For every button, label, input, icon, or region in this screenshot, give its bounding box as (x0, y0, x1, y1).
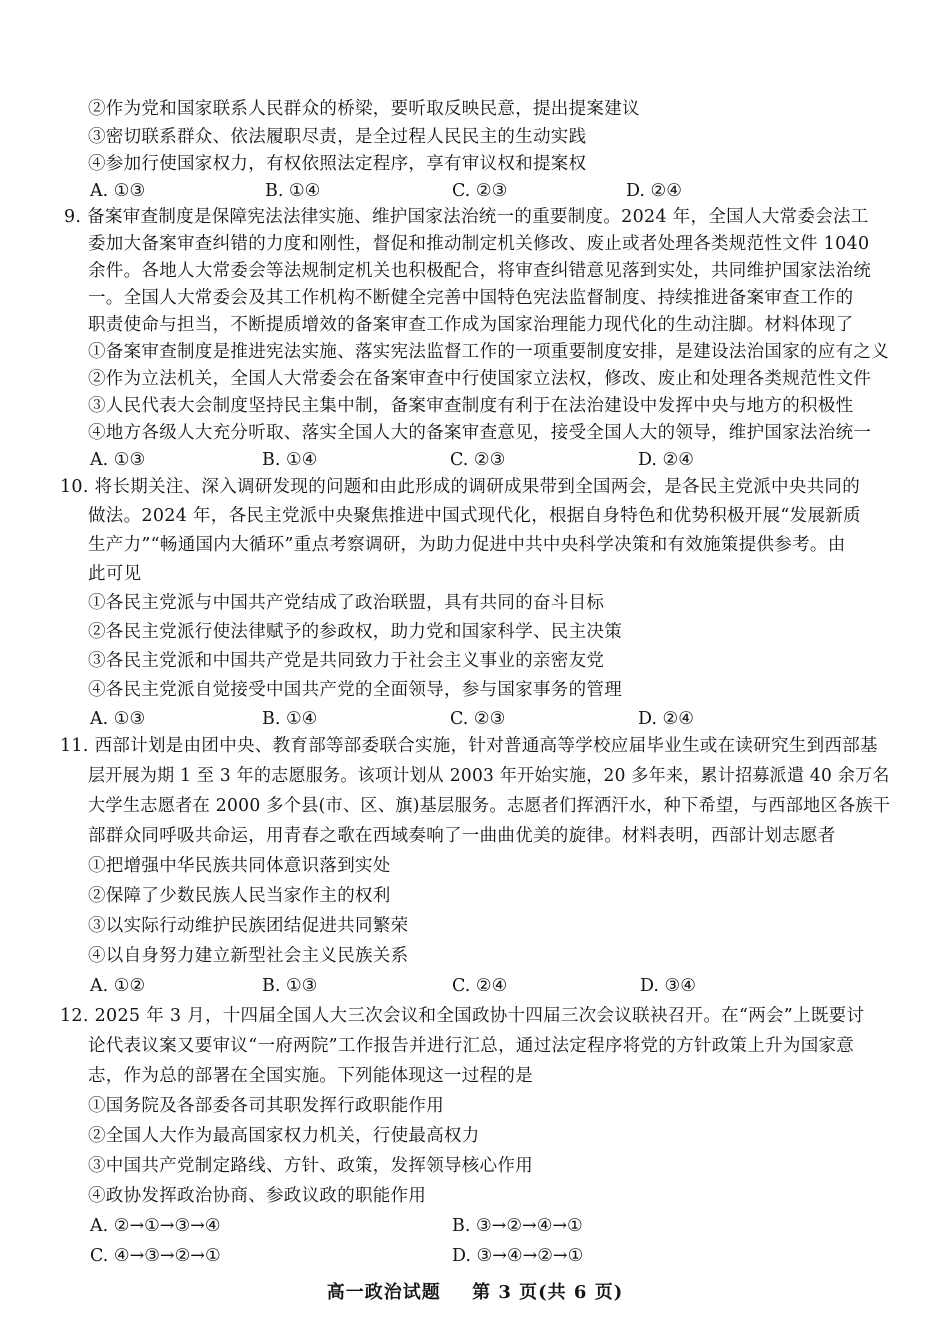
carryover-choice-2: ②作为党和国家联系人民群众的桥梁，要听取反映民意，提出提案建议 (88, 99, 640, 119)
page-footer (0, 1278, 950, 1304)
q11-stem-line-2: 层开展为期 1 至 3 年的志愿服务。该项计划从 2003 年开始实施，20 多年来，累计招募派遣 40 余万名 (88, 766, 890, 786)
q9-option-d: D. ②④ (638, 450, 694, 470)
q11-choice-1: ①把增强中华民族共同体意识落到实处 (88, 856, 391, 876)
q12-stem-line-3: 志，作为总的部署在全国实施。下列能体现这一过程的是 (88, 1066, 533, 1086)
q11-stem-line-1: 11. 西部计划是由团中央、教育部等部委联合实施，针对普通高等学校应届毕业生或在读研究生到西部基 (60, 736, 878, 756)
q12-choice-1: ①国务院及各部委各司其职发挥行政职能作用 (88, 1096, 444, 1116)
q10-option-b: B. ①④ (262, 709, 318, 729)
q11-stem-line-4: 部群众同呼吸共命运，用青春之歌在西域奏响了一曲曲优美的旋律。材料表明，西部计划志愿者 (88, 826, 836, 846)
q10-stem-line-3: 生产力”“畅通国内大循环”重点考察调研，为助力促进中共中央科学决策和有效施策提供参考。由 (88, 535, 846, 555)
q10-choice-3: ③各民主党派和中国共产党是共同致力于社会主义事业的亲密友党 (88, 651, 605, 671)
q11-option-c: C. ②④ (452, 976, 508, 996)
q11-option-d: D. ③④ (640, 976, 696, 996)
q9-stem-line-5: 职责使命与担当，不断提质增效的备案审查工作成为国家治理能力现代化的生动注脚。材料体现了 (88, 315, 854, 335)
q11-option-b: B. ①③ (262, 976, 318, 996)
q9-stem-line-1: 9. 备案审查制度是保障宪法法律实施、维护国家法治统一的重要制度。2024 年，全国人大常委会法工 (64, 207, 869, 227)
q9-choice-1: ①备案审查制度是推进宪法实施、落实宪法监督工作的一项重要制度安排，是建设法治国家的应有之义 (88, 342, 889, 362)
q10-choice-1: ①各民主党派与中国共产党结成了政治联盟，具有共同的奋斗目标 (88, 593, 605, 613)
q9-stem-line-4: 一。全国人大常委会及其工作机构不断健全完善中国特色宪法监督制度、持续推进备案审查工作的 (88, 288, 854, 308)
q12-option-a: A. ②→①→③→④ (90, 1216, 221, 1236)
q10-stem-line-2: 做法。2024 年，各民主党派中央聚焦推进中国式现代化，根据自身特色和优势积极开展“发展新质 (88, 506, 861, 526)
q11-choice-4: ④以自身努力建立新型社会主义民族关系 (88, 946, 409, 966)
q11-option-a: A. ①② (90, 976, 146, 996)
q12-choice-2: ②全国人大作为最高国家权力机关，行使最高权力 (88, 1126, 480, 1146)
carryover-option-b: B. ①④ (265, 181, 321, 201)
q10-choice-2: ②各民主党派行使法律赋予的参政权，助力党和国家科学、民主决策 (88, 622, 622, 642)
q9-choice-3: ③人民代表大会制度坚持民主集中制，备案审查制度有利于在法治建设中发挥中央与地方的积极性 (88, 396, 854, 416)
q12-stem-line-1: 12. 2025 年 3 月，十四届全国人大三次会议和全国政协十四届三次会议联袂召开。在“两会”上既要讨 (60, 1006, 865, 1026)
exam-title: 高一政治试题 (326, 1282, 441, 1303)
q11-choice-2: ②保障了少数民族人民当家作主的权利 (88, 886, 391, 906)
q12-option-c: C. ④→③→②→① (90, 1246, 221, 1266)
q9-choice-4: ④地方各级人大充分听取、落实全国人大的备案审查意见，接受全国人大的领导，维护国家法治统一 (88, 423, 872, 443)
carryover-option-a: A. ①③ (90, 181, 146, 201)
carryover-choice-3: ③密切联系群众、依法履职尽责，是全过程人民民主的生动实践 (88, 127, 587, 147)
q12-choice-3: ③中国共产党制定路线、方针、政策，发挥领导核心作用 (88, 1156, 533, 1176)
q11-choice-3: ③以实际行动维护民族团结促进共同繁荣 (88, 916, 409, 936)
q10-stem-line-4: 此可见 (88, 564, 142, 584)
q12-stem-line-2: 论代表议案又要审议“一府两院”工作报告并进行汇总，通过法定程序将党的方针政策上升为国家意 (88, 1036, 855, 1056)
page-number: 第 3 页(共 6 页) (472, 1282, 624, 1303)
q9-option-b: B. ①④ (262, 450, 318, 470)
q10-stem-line-1: 10. 将长期关注、深入调研发现的问题和由此形成的调研成果带到全国两会，是各民主党派中央共同的 (60, 477, 860, 497)
q12-choice-4: ④政协发挥政治协商、参政议政的职能作用 (88, 1186, 427, 1206)
q9-option-a: A. ①③ (90, 450, 146, 470)
q9-stem-line-2: 委加大备案审查纠错的力度和刚性，督促和推动制定机关修改、废止或者处理各类规范性文件 1040 (88, 234, 870, 254)
q9-stem-line-3: 余件。各地人大常委会等法规制定机关也积极配合，将审查纠错意见落到实处，共同维护国家法治统 (88, 261, 872, 281)
q10-option-a: A. ①③ (90, 709, 146, 729)
carryover-option-c: C. ②③ (452, 181, 508, 201)
q11-stem-line-3: 大学生志愿者在 2000 多个县(市、区、旗)基层服务。志愿者们挥洒汗水，种下希望，与西部地区各族干 (88, 796, 891, 816)
q10-option-d: D. ②④ (638, 709, 694, 729)
q9-option-c: C. ②③ (450, 450, 506, 470)
q12-option-d: D. ③→④→②→① (452, 1246, 584, 1266)
q10-option-c: C. ②③ (450, 709, 506, 729)
carryover-choice-4: ④参加行使国家权力，有权依照法定程序，享有审议权和提案权 (88, 154, 587, 174)
q12-option-b: B. ③→②→④→① (452, 1216, 583, 1236)
q10-choice-4: ④各民主党派自觉接受中国共产党的全面领导，参与国家事务的管理 (88, 680, 622, 700)
carryover-option-d: D. ②④ (626, 181, 682, 201)
q9-choice-2: ②作为立法机关，全国人大常委会在备案审查中行使国家立法权，修改、废止和处理各类规范性文件 (88, 369, 872, 389)
